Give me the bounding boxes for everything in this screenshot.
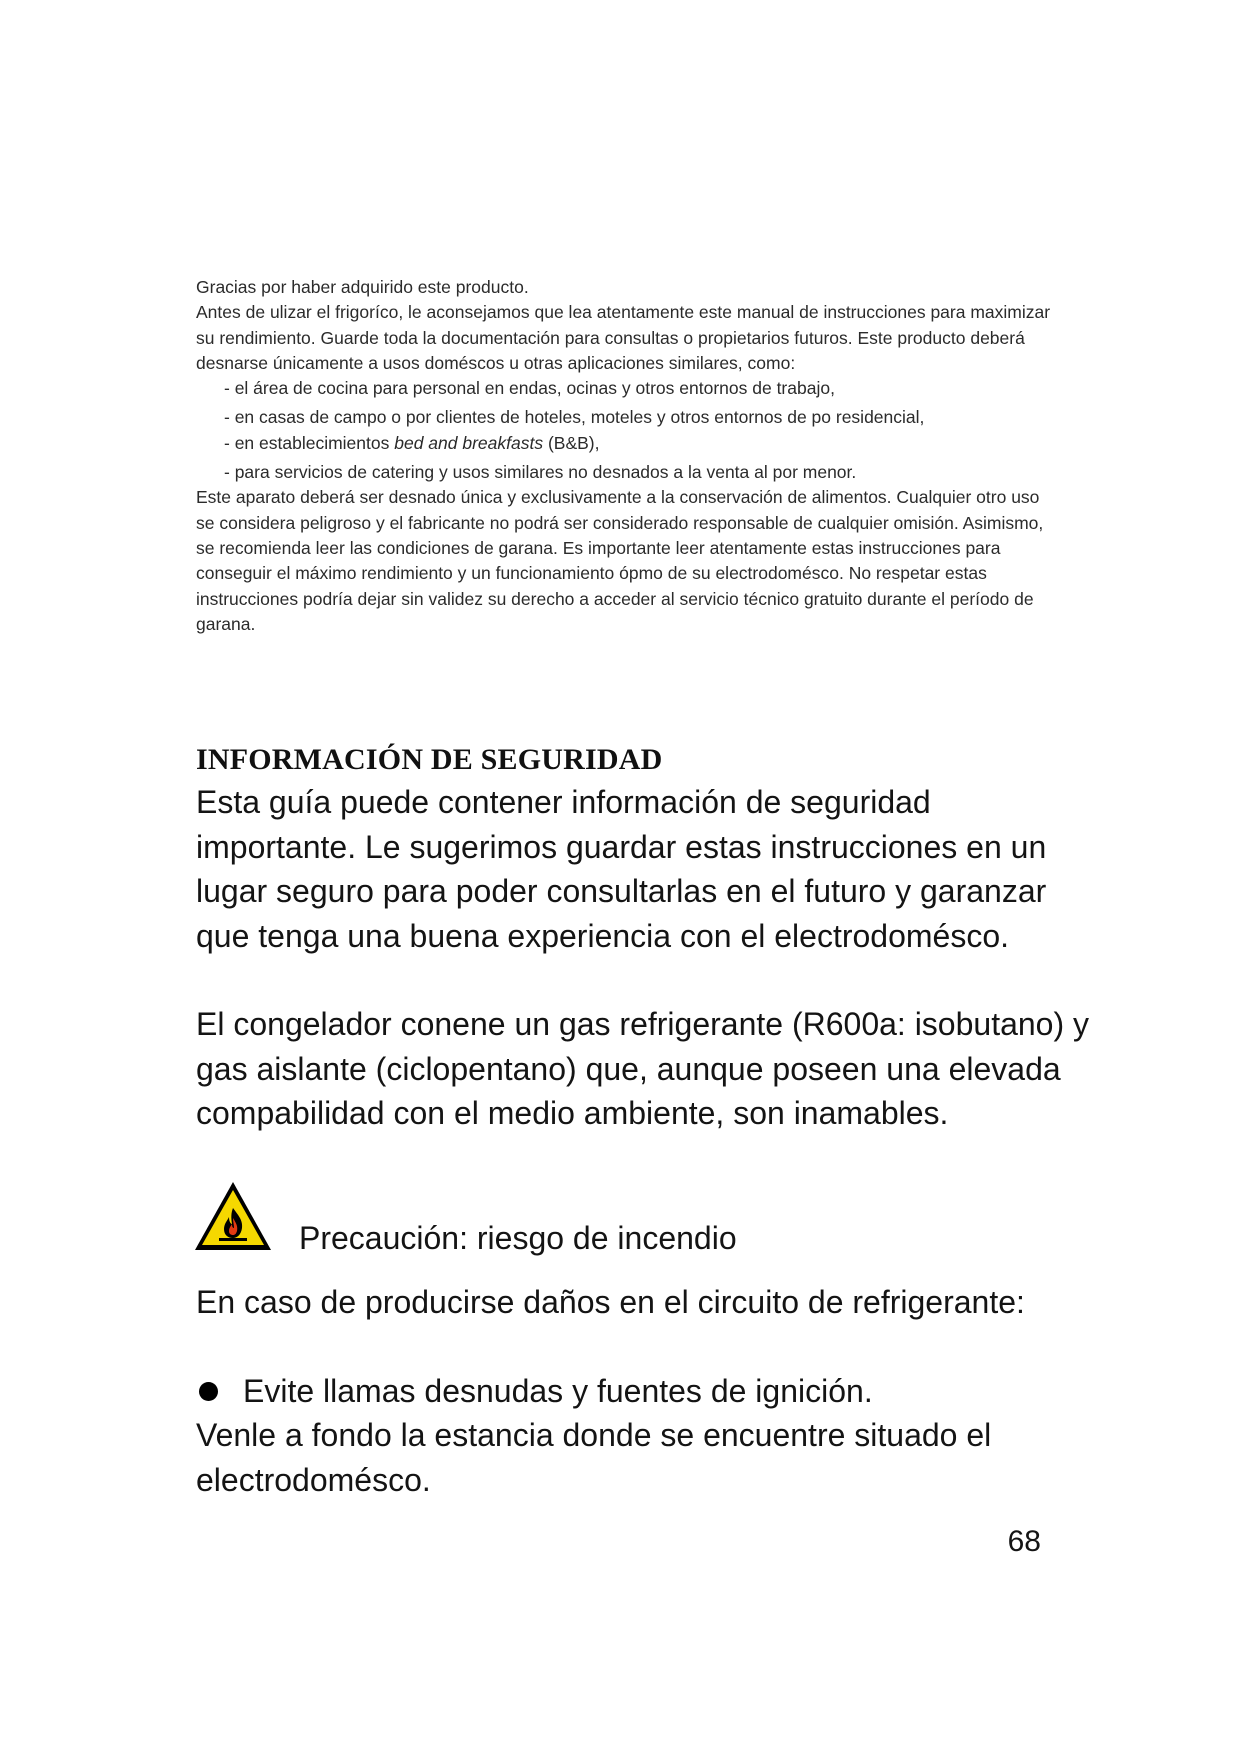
safety-paragraph-1: Esta guía puede contener información de seguridad importante. Le sugerimos guardar estas instrucciones en un lugar seguro para poder consultarlas en el futuro y garanzar que tenga una buena experiencia con el electrodomésco.	[196, 784, 1047, 954]
bb-suffix: (B&B),	[543, 432, 600, 453]
intro-list-item: - en casas de campo o por clientes de hoteles, moteles y otros entornos de po residencial,	[224, 407, 925, 428]
intro-paragraph-1: Antes de ulizar el frigoríco, le aconsejamos que lea atentamente este manual de instrucciones para maximizar su rendimiento. Guarde toda la documentación para consultas o propietarios futuros. Este producto deberá desnarse únicamente a usos doméscos u otras aplicaciones similares, como:	[196, 302, 1051, 373]
intro-list-item: - el área de cocina para personal en endas, ocinas y otros entornos de trabajo,	[224, 378, 835, 399]
flammable-warning-icon	[193, 1180, 273, 1252]
bullet-text: Evite llamas desnudas y fuentes de ignición.	[243, 1373, 873, 1409]
bb-prefix: - en establecimientos	[224, 432, 395, 453]
intro-list-item-bb	[224, 431, 1056, 456]
safety-title: INFORMACIÓN DE SEGURIDAD	[196, 743, 663, 776]
page-number: 68	[1007, 1525, 1041, 1558]
bullet-dot-icon	[199, 1382, 218, 1401]
safety-paragraph-2: El congelador conene un gas refrigerante (R600a: isobutano) y gas aislante (ciclopentano) que, aunque poseen una elevada compabilidad con el medio ambiente, son inamables.	[196, 1006, 1090, 1131]
safety-paragraph-4: Venle a fondo la estancia donde se encuentre situado el electrodomésco.	[196, 1417, 992, 1498]
intro-thanks: Gracias por haber adquirido este producto.	[196, 277, 529, 297]
intro-paragraph-2: Este aparato deberá ser desnado única y exclusivamente a la conservación de alimentos. Cualquier otro uso se considera peligroso y el fabricante no podrá ser considerado responsable de cualquier omisión. Asimismo, se recomienda leer las condiciones de garana. Es importante leer atentamente estas instrucciones para conseguir el máximo rendimiento y un funcionamiento ópmo de su electrodomésco. No respetar estas instrucciones podría dejar sin validez su derecho a acceder al servicio técnico gratuito durante el período de garana.	[196, 487, 1044, 634]
safety-paragraph-3: En caso de producirse daños en el circuito de refrigerante:	[196, 1284, 1025, 1320]
warning-text: Precaución: riesgo de incendio	[299, 1220, 737, 1256]
intro-section	[196, 275, 1056, 637]
bb-italic: bed and breakfasts	[394, 432, 544, 453]
intro-list-item: - para servicios de catering y usos similares no desnados a la venta al por menor.	[224, 462, 857, 483]
fire-warning	[193, 1180, 1093, 1260]
